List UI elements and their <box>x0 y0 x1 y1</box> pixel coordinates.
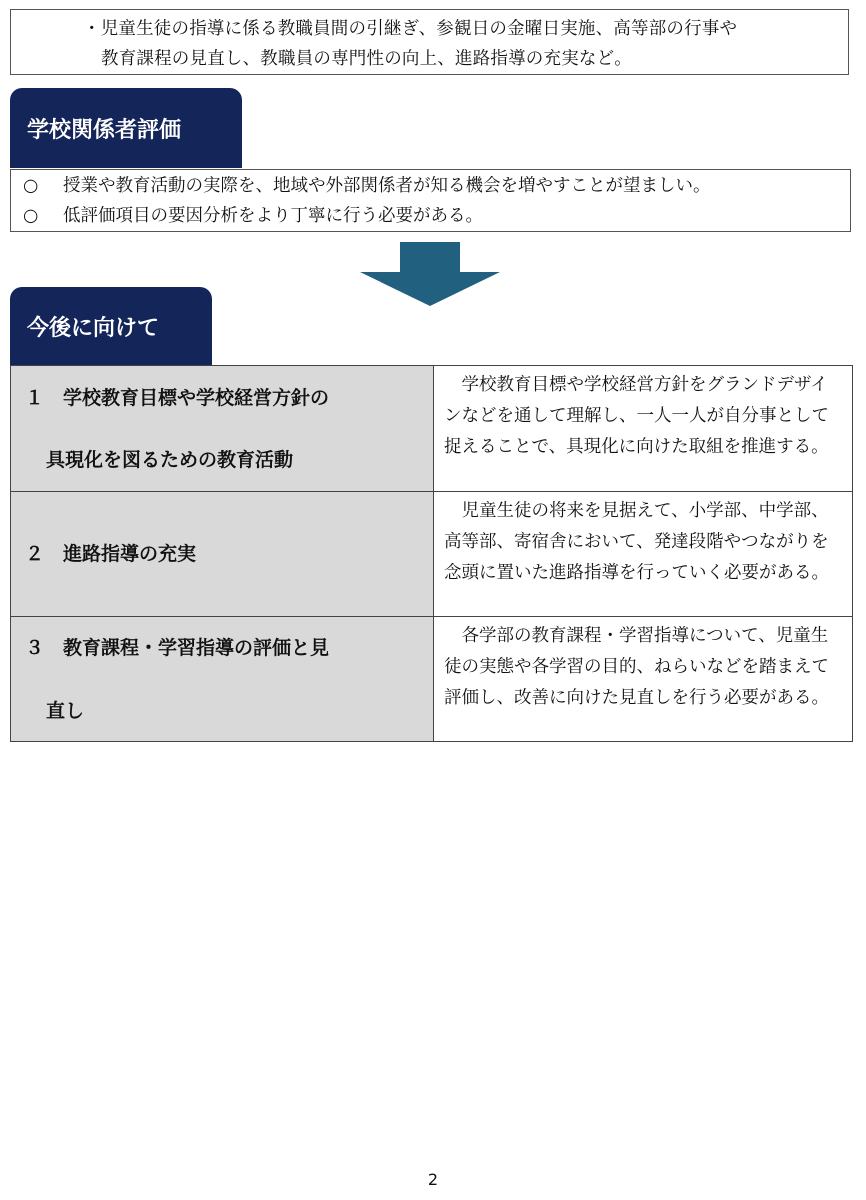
circle-bullet: ○ <box>23 176 39 196</box>
page-number: 2 <box>427 1170 439 1189</box>
table-cell-description <box>434 366 853 492</box>
description-text: 各学部の教育課程・学習指導について、児童生徒の実態や各学習の目的、ねらいなどを踏まえて評価し、改善に向けた見直しを行う必要がある。 <box>444 626 829 708</box>
description-text: 学校教育目標や学校経営方針をグランドデザインなどを通して理解し、一人一人が自分事として捉えることで、具現化に向けた取組を推進する。 <box>444 375 829 457</box>
heading-future-directions <box>10 287 212 365</box>
continuation-line-2: 教育課程の見直し、教職員の専門性の向上、進路指導の充実など。 <box>101 49 632 69</box>
topic-line-1: ２ 進路指導の充実 <box>25 543 197 565</box>
table-row <box>11 366 853 492</box>
topic-line-2: 具現化を図るための教育活動 <box>46 449 294 471</box>
heading-school-stakeholder-evaluation <box>10 88 242 168</box>
down-arrow-icon <box>360 242 500 306</box>
table-row <box>11 617 853 742</box>
topic-line-1: ３ 教育課程・学習指導の評価と見 <box>25 637 330 659</box>
future-plan-table <box>10 365 853 742</box>
table-row <box>11 492 853 617</box>
circle-bullet: ○ <box>23 206 39 226</box>
evaluation-box <box>10 169 851 232</box>
topic-line-1: １ 学校教育目標や学校経営方針の <box>25 387 330 409</box>
heading-title: 学校関係者評価 <box>27 117 182 143</box>
table-cell-topic <box>11 366 434 492</box>
continuation-line-1: ・児童生徒の指導に係る教職員間の引継ぎ、参観日の金曜日実施、高等部の行事や <box>83 19 738 39</box>
list-item-text: 低評価項目の要因分析をより丁寧に行う必要がある。 <box>63 206 483 226</box>
heading-title: 今後に向けて <box>27 315 160 341</box>
list-item-text: 授業や教育活動の実際を、地域や外部関係者が知る機会を増やすことが望ましい。 <box>63 176 711 196</box>
table-cell-topic <box>11 492 434 617</box>
table-cell-description <box>434 492 853 617</box>
topic-line-2: 直し <box>46 700 85 722</box>
continuation-box <box>10 9 849 75</box>
table-cell-topic <box>11 617 434 742</box>
description-text: 児童生徒の将来を見据えて、小学部、中学部、高等部、寄宿舎において、発達段階やつながりを念頭に置いた進路指導を行っていく必要がある。 <box>444 501 829 583</box>
table-cell-description <box>434 617 853 742</box>
